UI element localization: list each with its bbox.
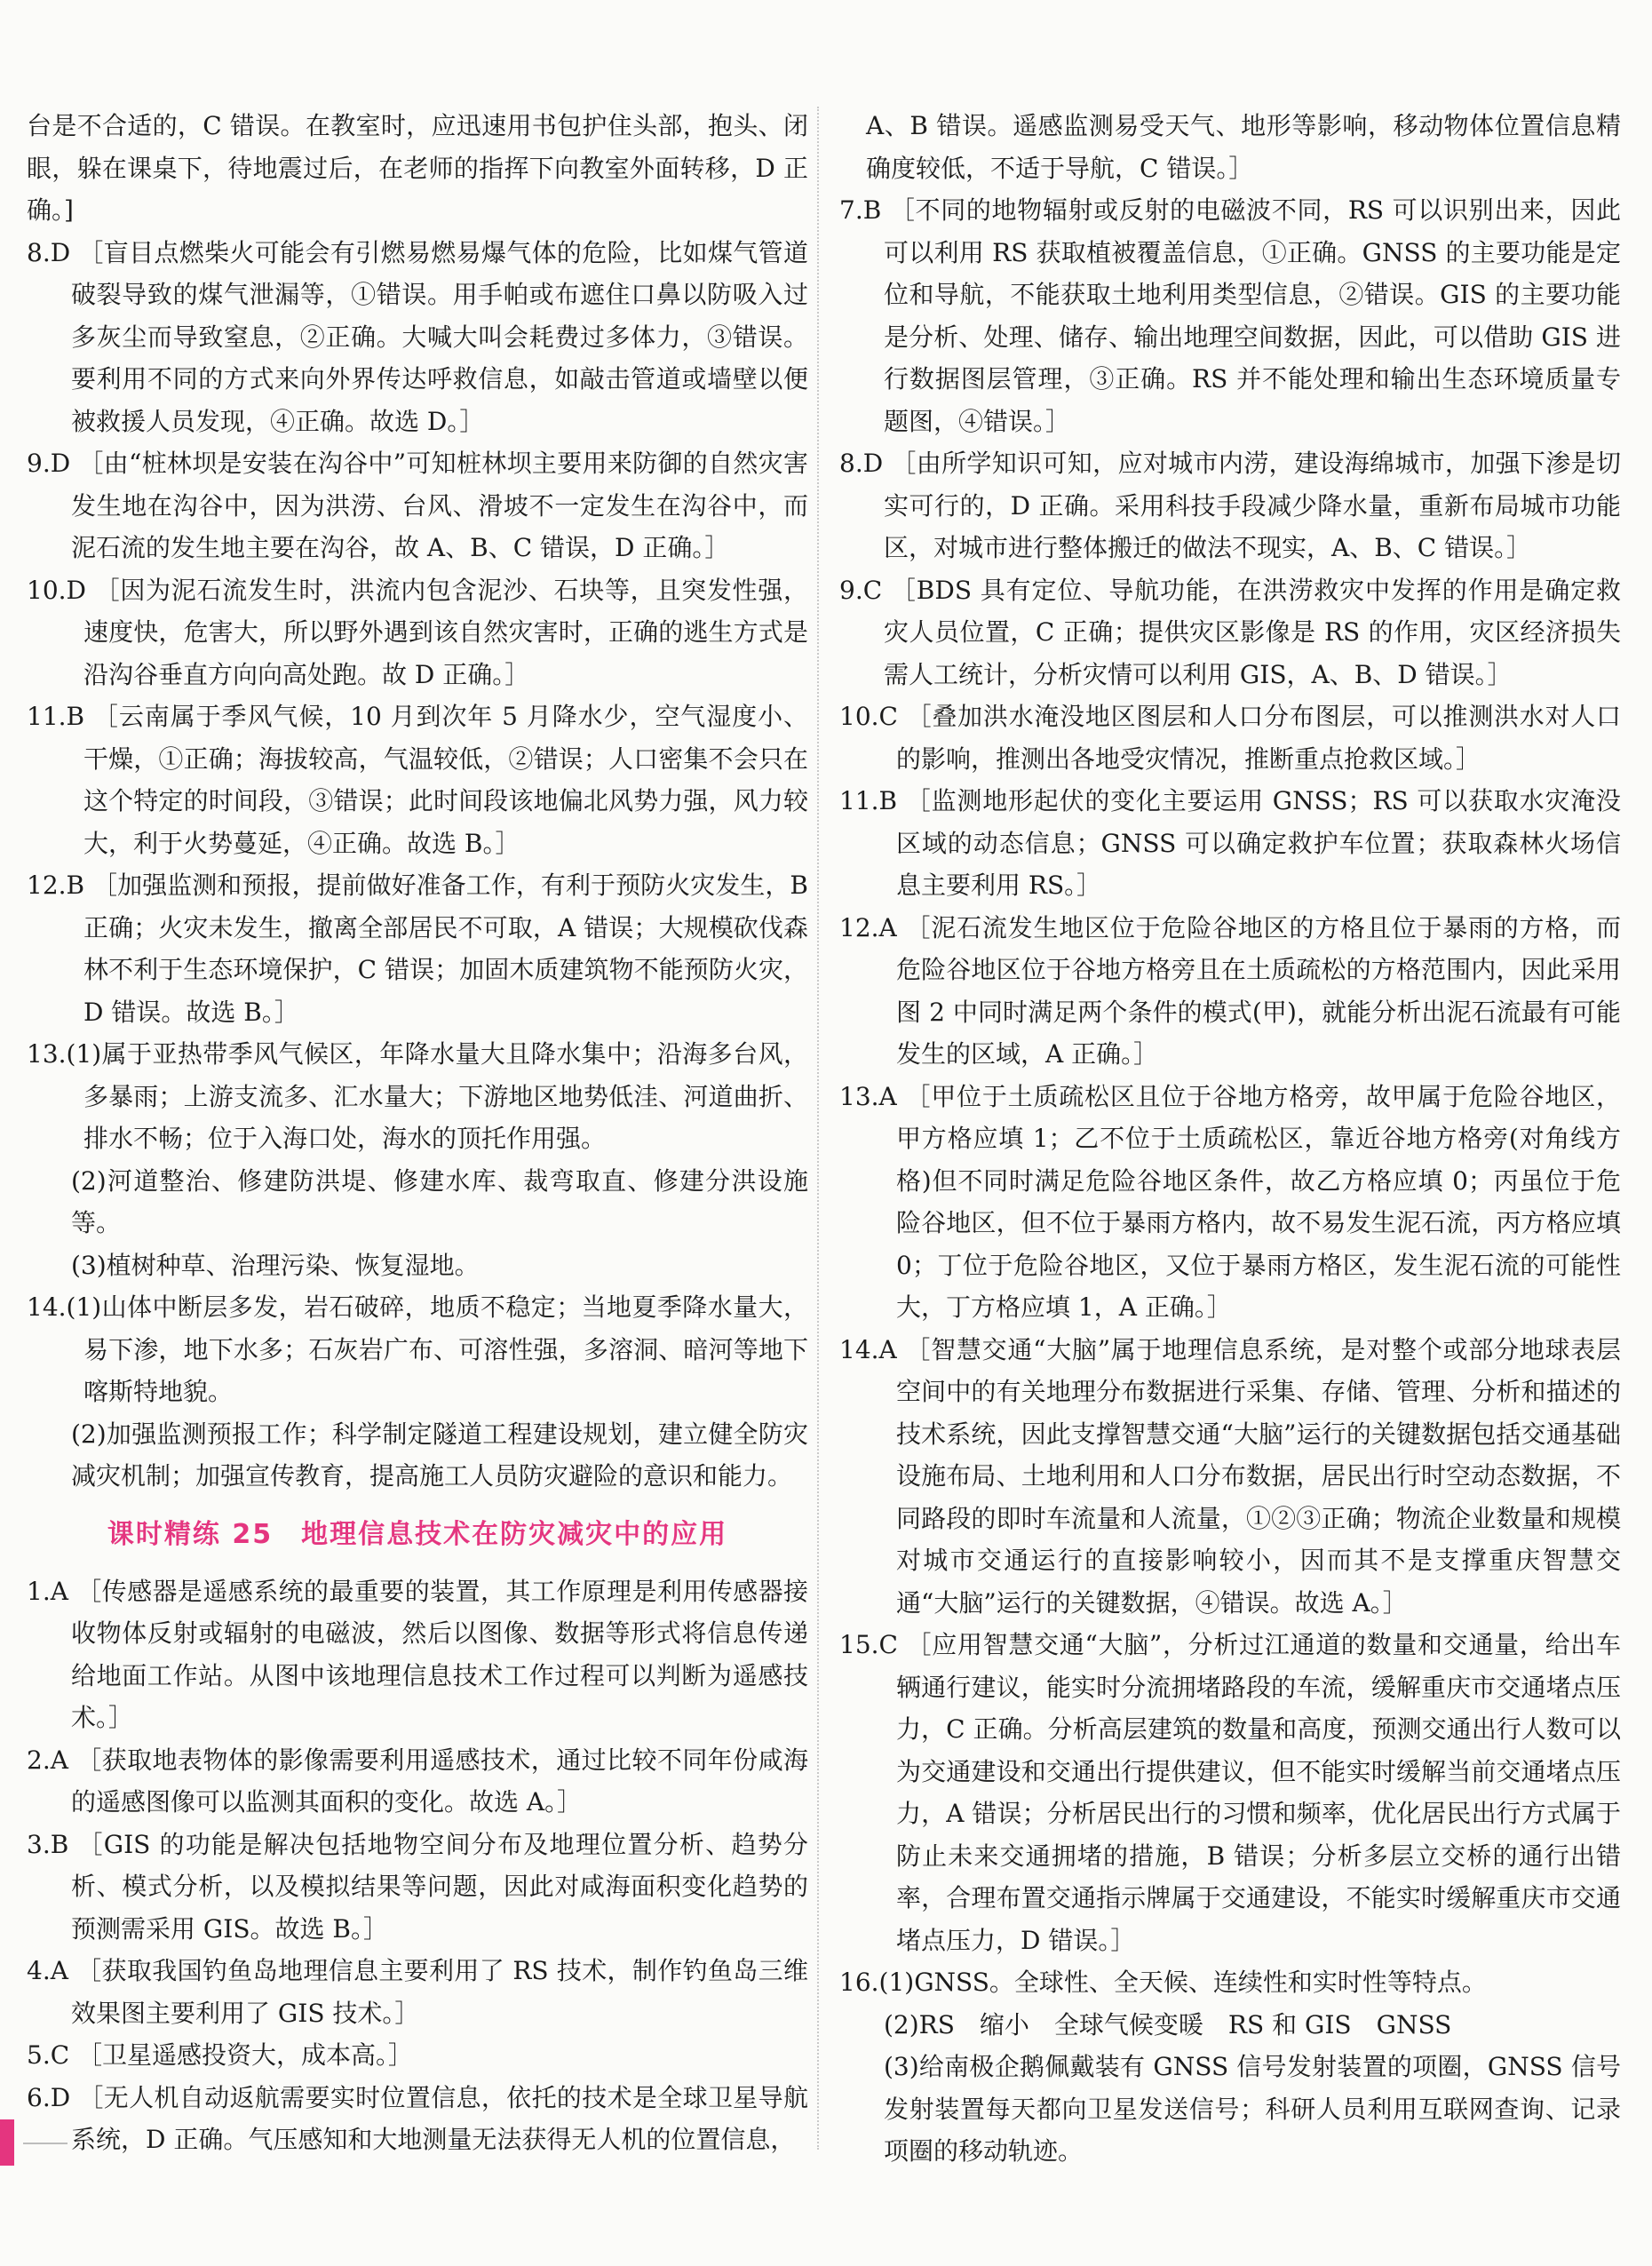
answer-item: 15.C ［应用智慧交通“大脑”，分析过江通道的数量和交通量，给出车辆通行建议，能实时分流拥堵路段的车流，缓解重庆市交通堵点压力，C 正确。分析高层建筑的数量和高度，预测交通出行人数可以为交通建设和交通出行提供建议，但不能实时缓解当前交通堵点压力，A 错误；分析居民出行的习惯和频率，优化居民出行方式属于防止未来交通拥堵的措施，B 错误；分析多层立交桥的通行出错率，合理布置交通指示牌属于交通建设，不能实时缓解重庆市交通堵点压力，D 错误。］ [839, 1630, 1621, 1955]
answer-item: 14.(1)山体中断层多发，岩石破碎，地质不稳定；当地夏季降水量大，易下渗，地下水多；石灰岩广布、可溶性强，多溶洞、暗河等地下喀斯特地貌。 [27, 1292, 808, 1406]
answer-subitem: (2)河道整治、修建防洪堤、修建水库、裁弯取直、修建分洪设施等。 [71, 1165, 808, 1237]
answer-item: 6.D ［无人机自动返航需要实时位置信息，依托的技术是全球卫星导航系统，D 正确。气压感知和大地测量无法获得无人机的位置信息， [27, 2082, 808, 2154]
answer-item: 5.C ［卫星遥感投资大，成本高。］ [27, 2040, 414, 2070]
answer-item: 14.A ［智慧交通“大脑”属于地理信息系统，是对整个或部分地球表层空间中的有关地理分布数据进行采集、存储、管理、分析和描述的技术系统，因此支撑智慧交通“大脑”运行的关键数据包括交通基础设施布局、土地利用和人口分布数据，居民出行时空动态数据，不同路段的即时车流量和人流量，①②③正确；物流企业数量和规模对城市交通运行的直接影响较小，因而其不是支撑重庆智慧交通“大脑”运行的关键数据，④错误。故选 A。］ [839, 1334, 1621, 1618]
right-column [839, 105, 1621, 2173]
answer-item: 4.A ［获取我国钓鱼岛地理信息主要利用了 RS 技术，制作钓鱼岛三维效果图主要利用了 GIS 技术。］ [27, 1956, 808, 2028]
footer-rule [23, 2143, 68, 2144]
answer-item: 10.C ［叠加洪水淹没地区图层和人口分布图层，可以推测洪水对人口的影响，推测出各地受灾情况，推断重点抢救区域。］ [839, 702, 1621, 774]
answer-item: 9.C ［BDS 具有定位、导航功能，在洪涝救灾中发挥的作用是确定救灾人员位置，C 正确；提供灾区影像是 RS 的作用，灾区经济损失需人工统计，分析灾情可以利用 GIS，A、B、D 错误。］ [839, 575, 1621, 689]
answer-item: 13.A ［甲位于土质疏松区且位于谷地方格旁，故甲属于危险谷地区，甲方格应填 1；乙不位于土质疏松区，靠近谷地方格旁(对角线方格)但不同时满足危险谷地区条件，故乙方格应填 0；丙虽位于危险谷地区，但不位于暴雨方格内，故不易发生泥石流，丙方格应填 0；丁位于危险谷地区，又位于暴雨方格区，发生泥石流的可能性大，丁方格应填 1，A 正确。］ [839, 1081, 1621, 1322]
answer-item: 2.A ［获取地表物体的影像需要利用遥感技术，通过比较不同年份咸海的遥感图像可以监测其面积的变化。故选 A。］ [27, 1745, 808, 1817]
answer-item: 3.B ［GIS 的功能是解决包括地物空间分布及地理位置分析、趋势分析、模式分析，以及模拟结果等问题，因此对咸海面积变化趋势的预测需采用 GIS。故选 B。］ [27, 1829, 808, 1944]
answer-text: 台是不合适的，C 错误。在教室时，应迅速用书包护住头部，抱头、闭眼，躲在课桌下，待地震过后，在老师的指挥下向教室外面转移，D 正确。] [27, 111, 808, 225]
answer-item: 12.B ［加强监测和预报，提前做好准备工作，有利于预防火灾发生，B 正确；火灾未发生，撤离全部居民不可取，A 错误；大规模砍伐森林不利于生态环境保护，C 错误；加固木质建筑物不能预防火灾，D 错误。故选 B。］ [27, 871, 808, 1027]
answer-item: 12.A ［泥石流发生地区位于危险谷地区的方格且位于暴雨的方格，而危险谷地区位于谷地方格旁且在土质疏松的方格范围内，因此采用图 2 中同时满足两个条件的模式(甲)，就能分析出泥石流最有可能发生的区域，A 正确。］ [839, 912, 1621, 1069]
answer-item: 9.D ［由“桩林坝是安装在沟谷中”可知桩林坝主要用来防御的自然灾害发生地在沟谷中，因为洪涝、台风、滑坡不一定发生在沟谷中，而泥石流的发生地主要在沟谷，故 A、B、C 错误，D 正确。］ [27, 449, 808, 562]
answer-item: 16.(1)GNSS。全球性、全天候、连续性和实时性等特点。 [839, 1968, 1487, 1997]
answer-item: 7.B ［不同的地物辐射或反射的电磁波不同，RS 可以识别出来，因此可以利用 RS 获取植被覆盖信息，①正确。GNSS 的主要功能是定位和导航，不能获取土地利用类型信息，②错误。GIS 的主要功能是分析、处理、储存、输出地理空间数据，因此，可以借助 GIS 进行数据图层管理，③正确。RS 并不能处理和输出生态环境质量专题图，④错误。］ [839, 195, 1621, 436]
answer-item: 1.A ［传感器是遥感系统的最重要的装置，其工作原理是利用传感器接收物体反射或辐射的电磁波，然后以图像、数据等形式将信息传递给地面工作站。从图中该地理信息技术工作过程可以判断为遥感技术。］ [27, 1576, 808, 1732]
answer-item: 11.B ［监测地形起伏的变化主要运用 GNSS；RS 可以获取水灾淹没区域的动态信息；GNSS 可以确定救护车位置；获取森林火场信息主要利用 RS。］ [839, 786, 1621, 900]
page-number-tab [0, 2119, 14, 2166]
section-title: 课时精练 25 地理信息技术在防灾减灾中的应用 [107, 1518, 728, 1550]
answer-item: 10.D ［因为泥石流发生时，洪流内包含泥沙、石块等，且突发性强，速度快，危害大，所以野外遇到该自然灾害时，正确的逃生方式是沿沟谷垂直方向向高处跑。故 D 正确。］ [27, 575, 808, 689]
answer-subitem: (3)植树种草、治理污染、恢复湿地。 [71, 1250, 480, 1280]
left-column [27, 105, 808, 2161]
answer-item: 13.(1)属于亚热带季风气候区，年降水量大且降水集中；沿海多台风，多暴雨；上游支流多、汇水量大；下游地区地势低洼、河道曲折、排水不畅；位于入海口处，海水的顶托作用强。 [27, 1039, 808, 1153]
column-divider [817, 107, 819, 2150]
answer-text: A、B 错误。遥感监测易受天气、地形等影响，移动物体位置信息精确度较低，不适于导航，C 错误。］ [866, 111, 1621, 183]
answer-subitem: (2)RS 缩小 全球气候变暖 RS 和 GIS GNSS [884, 2009, 1452, 2039]
answer-item: 11.B ［云南属于季风气候，10 月到次年 5 月降水少，空气湿度小、干燥，①正确；海拔较高，气温较低，②错误；人口密集不会只在这个特定的时间段，③错误；此时间段该地偏北风势力强，风力较大，利于火势蔓延，④正确。故选 B。］ [27, 702, 808, 858]
answer-subitem: (2)加强监测预报工作；科学制定隧道工程建设规划，建立健全防灾减灾机制；加强宣传教育，提高施工人员防灾避险的意识和能力。 [71, 1419, 808, 1491]
answer-subitem: (3)给南极企鹅佩戴装有 GNSS 信号发射装置的项圈，GNSS 信号发射装置每天都向卫星发送信号；科研人员利用互联网查询、记录项圈的移动轨迹。 [884, 2052, 1621, 2166]
answer-item: 8.D ［由所学知识可知，应对城市内涝，建设海绵城市，加强下渗是切实可行的，D 正确。采用科技手段减少降水量，重新布局城市功能区，对城市进行整体搬迁的做法不现实，A、B、C 错误。］ [839, 449, 1621, 562]
answer-item: 8.D ［盲目点燃柴火可能会有引燃易燃易爆气体的危险，比如煤气管道破裂导致的煤气泄漏等，①错误。用手帕或布遮住口鼻以防吸入过多灰尘而导致窒息，②正确。大喊大叫会耗费过多体力，③错误。要利用不同的方式来向外界传达呼救信息，如敲击管道或墙壁以便被救援人员发现，④正确。故选 D。］ [27, 237, 808, 436]
